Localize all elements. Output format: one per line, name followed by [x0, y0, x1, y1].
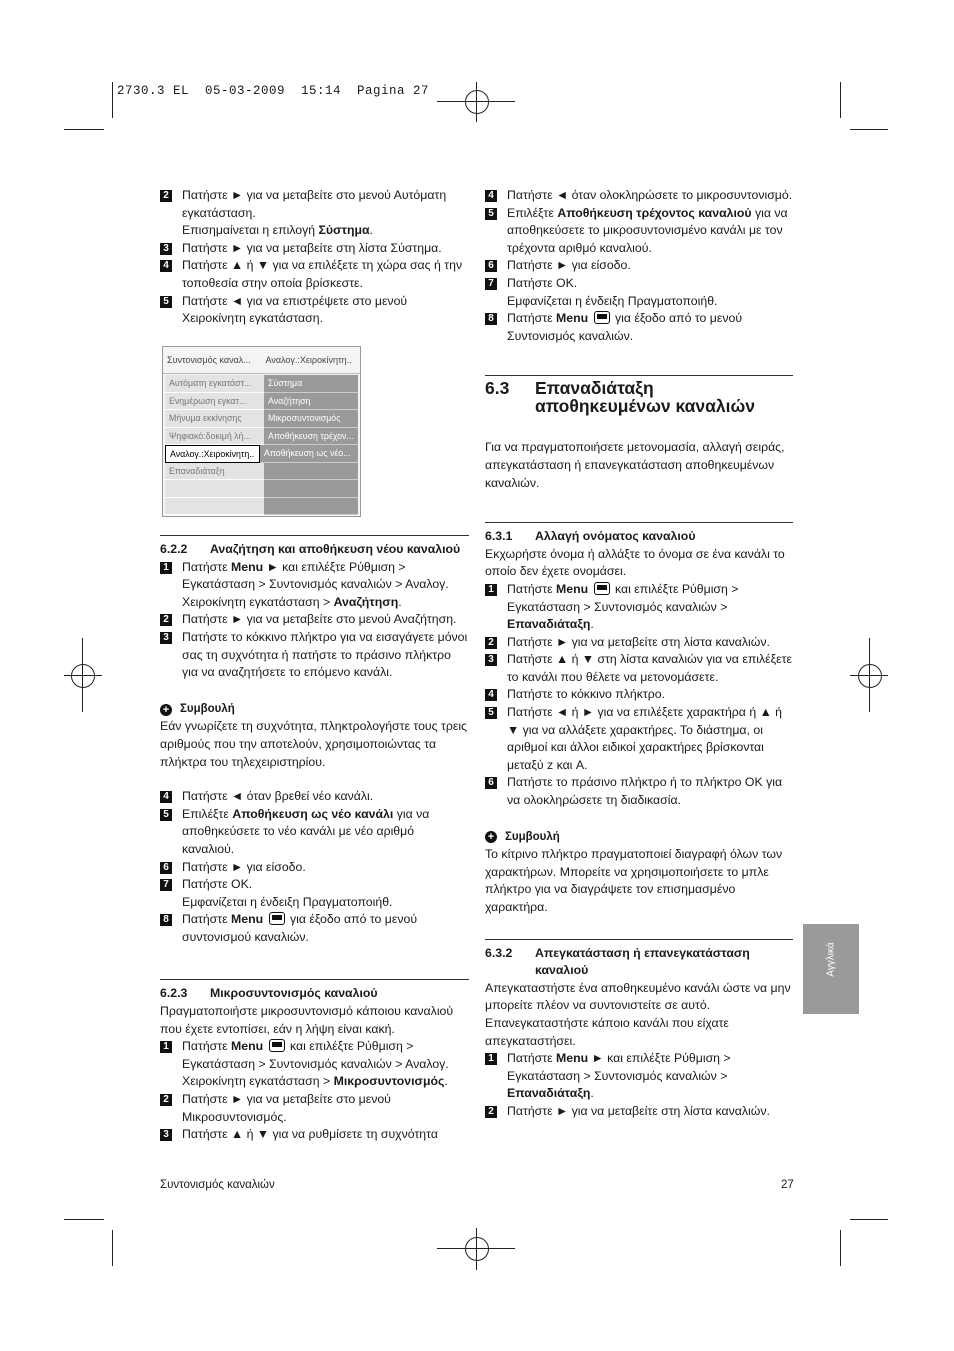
steps-list — [160, 559, 469, 682]
language-side-tab — [803, 924, 859, 1014]
step-text: Επιλέξτε Αποθήκευση ως νέο κανάλι για να αποθηκεύσετε το νέο κανάλι με νέο αριθμό καναλιού. — [182, 806, 430, 856]
crop-mark — [64, 1219, 104, 1220]
submenu-item[interactable]: Αποθήκευση ως νέο... — [260, 445, 358, 463]
step-number: 3 — [160, 1129, 172, 1141]
side-tab-label: Αγγλικά — [825, 942, 837, 977]
step-text: Εμφανίζεται η ένδειξη Πραγματοποιήθ. — [507, 293, 718, 308]
step-item — [485, 1103, 793, 1121]
step-item — [160, 257, 469, 292]
left-column — [160, 187, 469, 328]
registration-mark-line — [476, 1228, 477, 1270]
step-item — [160, 788, 469, 806]
section-title: Αναζήτηση και αποθήκευση νέου καναλιού — [210, 542, 461, 556]
step-number: 1 — [160, 1041, 172, 1053]
step-text: Πατήστε ▲ ή ▼ στη λίστα καναλιών για να επιλέξετε το κανάλι που θέλετε να μετονομάσετε. — [507, 652, 792, 684]
menu-item[interactable]: Ψηφιακό:δοκιμή λή... — [165, 428, 264, 446]
step-item — [160, 1126, 469, 1144]
registration-mark — [465, 90, 489, 114]
registration-mark-line — [64, 675, 102, 676]
section-intro: Πραγματοποιήστε μικροσυντονισμό κάποιου καναλιού που έχετε εντοπίσει, εάν η λήψη είναι κακή. — [160, 1004, 454, 1036]
section-6-2-2-heading — [160, 535, 469, 559]
steps-list — [485, 187, 793, 345]
step-item — [160, 911, 469, 946]
step-item — [160, 876, 469, 894]
step-item — [485, 187, 793, 205]
menu-title: Συντονισμός καναλ... — [167, 355, 251, 365]
step-text: Πατήστε ◄ όταν βρεθεί νέο κανάλι. — [182, 789, 374, 804]
menu-row[interactable] — [165, 463, 358, 481]
step-number: 8 — [160, 914, 172, 926]
steps-list — [485, 1050, 793, 1120]
step-item — [160, 629, 469, 682]
step-text: Πατήστε Menu ► και επιλέξτε Ρύθμιση > Εγκατάσταση > Συντονισμός καναλιών > Αναλογ. Χειροκίνητη εγκατάσταση > Αναζήτηση. — [182, 559, 449, 609]
section-title: Απεγκατάσταση ή επανεγκατάσταση καναλιού — [535, 945, 750, 978]
menu-row[interactable] — [165, 428, 358, 446]
menu-subtitle: Αναλογ.:Χειροκίνητη.. — [265, 355, 352, 365]
tip-title: Συμβουλή — [180, 702, 235, 715]
step-number: 6 — [160, 862, 172, 874]
step-item — [160, 894, 469, 912]
right-column — [485, 187, 793, 1121]
tip-text: Εάν γνωρίζετε τη συχνότητα, πληκτρολογήστε τους τρεις αριθμούς που την αποτελούν, χρησιμοποιώντας τα πλήκτρα του τηλεχειριστηρίου. — [160, 719, 467, 769]
crop-mark — [64, 129, 104, 130]
registration-mark — [71, 664, 95, 688]
step-text: Πατήστε το κόκκινο πλήκτρο για να εισαγάγετε μόνοι σας τη συχνότητα ή πατήστε το πράσινο πλήκτρο για να αναζητήσετε το επόμενο κανάλι. — [182, 629, 468, 680]
step-text: Πατήστε ► για να μεταβείτε στο μενού Μικροσυντονισμός. — [182, 1092, 391, 1124]
step-text: Πατήστε ► για να μεταβείτε στο μενού Αναζήτηση. — [182, 612, 457, 627]
crop-mark — [112, 82, 113, 118]
step-item — [485, 686, 793, 704]
section-6-3-2-heading — [485, 939, 793, 980]
print-header: 2730.3 EL 05-03-2009 15:14 Pagina 27 — [117, 84, 430, 98]
step-number: 5 — [160, 296, 172, 308]
section-number: 6.2.3 — [160, 986, 188, 1001]
section-6-3-1-heading — [485, 522, 793, 546]
menu-item[interactable] — [165, 480, 264, 498]
left-column-lower — [160, 535, 469, 1144]
step-text: Πατήστε ▲ ή ▼ για να ρυθμίσετε τη συχνότητα — [182, 1127, 438, 1142]
step-number: 3 — [160, 632, 172, 644]
tip-title: Συμβουλή — [505, 830, 560, 843]
steps-list — [160, 788, 469, 946]
submenu-item[interactable] — [264, 498, 358, 516]
section-intro: Εκχωρήστε όνομα ή αλλάξτε το όνομα σε ένα κανάλι το οποίο δεν έχετε ονομάσει. — [485, 546, 785, 579]
step-number: 2 — [160, 614, 172, 626]
tip-text: Το κίτρινο πλήκτρο πραγματοποιεί διαγραφή όλων των χαρακτήρων. Μπορείτε να χρησιμοποιήσετε το μπλε πλήκτρο για να διαγράψετε τον επισημασμένο χαρακτήρα. — [485, 847, 783, 914]
section-intro: Απεγκαταστήστε ένα αποθηκευμένο κανάλι ώστε να μην μπορείτε πλέον να συντονιστείτε σε αυτό. Επανεγκαταστήστε κάποιο κανάλι που είχατε απεγκαταστήσει. — [485, 980, 791, 1048]
step-number: 2 — [485, 637, 497, 649]
step-text: Πατήστε ► για είσοδο. — [182, 859, 306, 874]
step-number: 5 — [160, 809, 172, 821]
step-text: Πατήστε Menu ► και επιλέξτε Ρύθμιση > Εγκατάσταση > Συντονισμός καναλιών > Επαναδιάταξη. — [507, 1051, 731, 1101]
submenu-item[interactable]: Αποθήκευση τρέχον... — [264, 428, 358, 446]
registration-mark — [465, 1237, 489, 1261]
step-item — [485, 581, 793, 634]
crop-mark — [112, 1230, 113, 1266]
step-text: Πατήστε ► για να μεταβείτε στη λίστα καναλιών. — [507, 634, 770, 649]
step-text: Πατήστε ◄ ή ► για να επιλέξετε χαρακτήρα ή ▲ ή ▼ για να αλλάξετε χαρακτήρες. Το διάστημα, οι αριθμοί και άλλοι ειδικοί χαρακτήρες βρίσκονται μεταξύ z και A. — [507, 705, 782, 772]
step-text: Πατήστε Menu για έξοδο από το μενού συντονισμού καναλιών. — [182, 912, 418, 944]
registration-mark-line — [82, 638, 83, 712]
registration-mark-line — [869, 638, 870, 712]
section-title: Επαναδιάταξη αποθηκευμένων καναλιών — [535, 378, 756, 417]
plus-icon: + — [160, 704, 172, 716]
menu-rows — [165, 375, 358, 515]
step-number: 5 — [485, 208, 497, 220]
menu-row[interactable] — [165, 445, 358, 463]
step-item — [485, 1050, 793, 1103]
step-item — [160, 806, 469, 859]
section-6-3-heading — [485, 375, 793, 415]
step-item — [485, 205, 793, 258]
step-number: 4 — [160, 260, 172, 272]
step-item — [485, 774, 793, 809]
menu-item[interactable] — [165, 498, 264, 516]
menu-item[interactable]: Μήνυμα εκκίνησης — [165, 410, 264, 428]
step-number: 7 — [160, 879, 172, 891]
step-text: Πατήστε ► για είσοδο. — [507, 258, 631, 273]
submenu-item[interactable] — [264, 480, 358, 498]
step-text: Πατήστε ▲ ή ▼ για να επιλέξετε τη χώρα σας ή την τοποθεσία στην οποία βρίσκεστε. — [182, 258, 463, 290]
step-item — [485, 293, 793, 311]
step-item — [485, 704, 793, 774]
step-item — [160, 559, 469, 612]
menu-row[interactable] — [165, 498, 358, 516]
step-text: Εμφανίζεται η ένδειξη Πραγματοποιήθ. — [182, 894, 393, 909]
menu-item[interactable]: Ενημέρωση εγκατ... — [165, 393, 264, 411]
crop-mark — [850, 1219, 888, 1220]
steps-list — [485, 581, 793, 810]
step-text: Πατήστε OK. — [182, 877, 253, 892]
menu-item[interactable]: Επαναδιάταξη — [165, 463, 264, 481]
submenu-item[interactable]: Μικροσυντονισμός — [264, 410, 358, 428]
menu-row[interactable] — [165, 410, 358, 428]
step-item — [160, 240, 469, 258]
step-text: Πατήστε ◄ για να επιστρέψετε στο μενού Χειροκίνητη εγκατάσταση. — [182, 293, 408, 326]
step-number: 3 — [160, 243, 172, 255]
registration-mark — [858, 664, 882, 688]
step-number: 4 — [485, 689, 497, 701]
step-text: Πατήστε Menu και επιλέξτε Ρύθμιση > Εγκατάσταση > Συντονισμός καναλιών > Επαναδιάταξη. — [507, 581, 739, 632]
step-text: Επιλέξτε Αποθήκευση τρέχοντος καναλιού για να αποθηκεύσετε το μικροσυντονισμένο κανάλι με τον τρέχοντα αριθμό καναλιού. — [507, 205, 788, 255]
step-number: 8 — [485, 313, 497, 325]
step-number: 6 — [485, 260, 497, 272]
steps-list — [160, 187, 469, 328]
step-item — [485, 257, 793, 275]
step-item — [485, 310, 793, 345]
step-number: 1 — [160, 562, 172, 574]
step-number: 2 — [485, 1106, 497, 1118]
step-item — [160, 611, 469, 629]
step-number: 6 — [485, 777, 497, 789]
crop-mark — [840, 1230, 841, 1266]
step-text: Πατήστε ◄ όταν ολοκληρώσετε το μικροσυντονισμό. — [507, 188, 793, 202]
step-text: Πατήστε ► για να μεταβείτε στο μενού Αυτόματη εγκατάσταση. — [182, 188, 447, 220]
step-item — [485, 634, 793, 652]
step-number: 2 — [160, 190, 172, 202]
page-number: 27 — [781, 1179, 794, 1191]
step-text: Πατήστε Menu και επιλέξτε Ρύθμιση > Εγκατάσταση > Συντονισμός καναλιών > Αναλογ. Χειροκίνητη εγκατάσταση > Μικροσυντονισμός. — [182, 1039, 449, 1089]
submenu-item[interactable] — [264, 463, 358, 481]
menu-item[interactable]: Αναλογ.:Χειροκίνητη.. — [165, 445, 260, 463]
section-number: 6.3.1 — [485, 529, 513, 544]
menu-item[interactable]: Αυτόματη εγκατάστ... — [165, 375, 264, 393]
tip-heading — [160, 701, 469, 719]
section-number: 6.3.2 — [485, 945, 513, 960]
step-number: 1 — [485, 1053, 497, 1065]
step-number: 3 — [485, 654, 497, 666]
step-text: Πατήστε ► για να μεταβείτε στη λίστα καναλιών. — [507, 1103, 770, 1118]
step-item — [160, 293, 469, 328]
step-number: 4 — [160, 791, 172, 803]
step-number: 4 — [485, 190, 497, 202]
section-6-2-3-heading — [160, 979, 469, 1003]
registration-mark-line — [476, 82, 477, 122]
step-item — [160, 1091, 469, 1126]
tip-heading — [485, 829, 793, 847]
step-number: 7 — [485, 278, 497, 290]
step-text: Πατήστε Menu για έξοδο από το μενού Συντονισμός καναλιών. — [507, 311, 743, 343]
crop-mark — [850, 129, 888, 130]
section-intro: Για να πραγματοποιήσετε μετονομασία, αλλαγή σειράς, απεγκατάσταση ή επανεγκατάσταση αποθηκευμένων καναλιών. — [485, 440, 785, 490]
menu-row[interactable] — [165, 480, 358, 498]
step-text: Πατήστε OK. — [507, 275, 578, 290]
step-number: 1 — [485, 584, 497, 596]
step-item — [160, 222, 469, 240]
tv-menu-screenshot — [162, 346, 361, 517]
step-number: 5 — [485, 707, 497, 719]
menu-row[interactable] — [165, 393, 358, 411]
step-text: Επισημαίνεται η επιλογή Σύστημα. — [182, 223, 373, 238]
section-title: Αλλαγή ονόματος καναλιού — [535, 529, 696, 544]
step-item — [485, 651, 793, 686]
plus-icon: + — [485, 831, 497, 843]
step-item — [485, 275, 793, 293]
step-text: Πατήστε το κόκκινο πλήκτρο. — [507, 687, 665, 702]
step-number: 2 — [160, 1094, 172, 1106]
menu-header — [163, 347, 360, 374]
crop-mark — [840, 82, 841, 118]
step-text: Πατήστε ► για να μεταβείτε στη λίστα Σύστημα. — [182, 240, 442, 255]
section-number: 6.3 — [485, 378, 510, 399]
section-title: Μικροσυντονισμός καναλιού — [210, 986, 378, 1001]
footer-section-name: Συντονισμός καναλιών — [160, 1179, 275, 1191]
submenu-item[interactable]: Αναζήτηση — [264, 393, 358, 411]
step-item — [160, 1038, 469, 1091]
step-text: Πατήστε το πράσινο πλήκτρο ή το πλήκτρο OK για να ολοκληρώσετε τη διαδικασία. — [507, 775, 783, 808]
steps-list — [160, 1038, 469, 1144]
menu-row[interactable] — [165, 375, 358, 393]
submenu-item[interactable]: Σύστημα — [264, 375, 358, 393]
section-number: 6.2.2 — [160, 542, 188, 556]
step-item — [160, 187, 469, 222]
step-item — [160, 859, 469, 877]
